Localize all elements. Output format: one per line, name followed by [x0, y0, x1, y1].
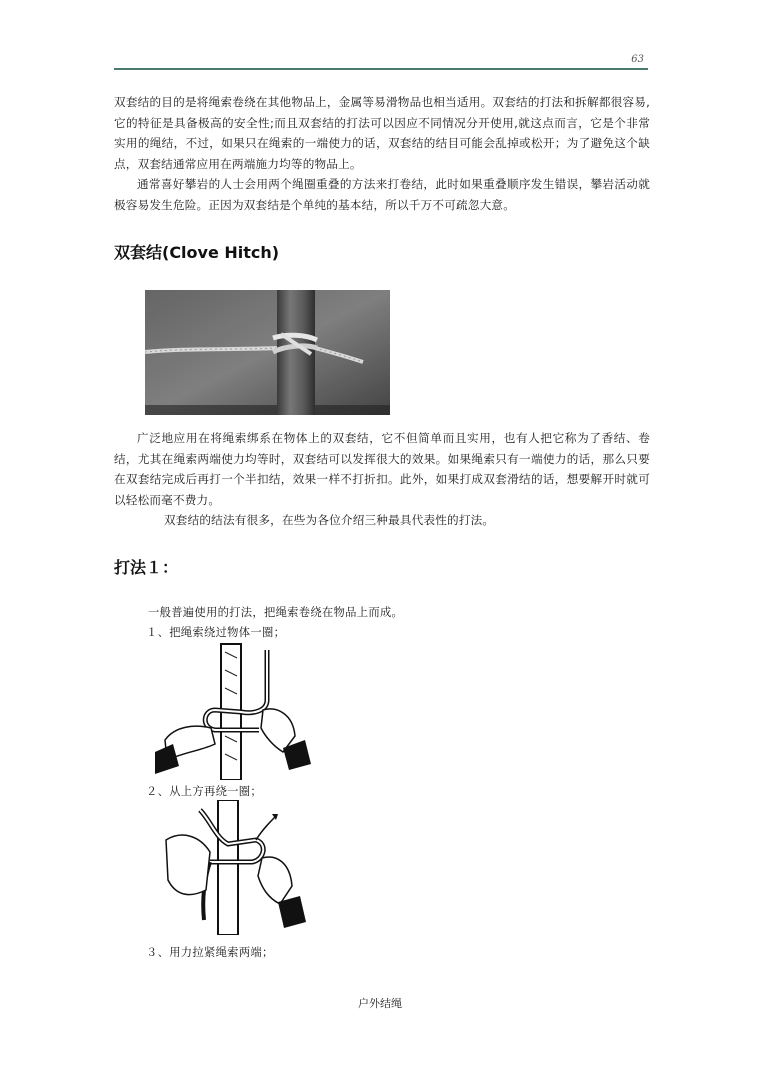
description-paragraph-1: 广泛地应用在将绳索绑系在物体上的双套结，它不但简单而且实用，也有人把它称为了香结、卷结，尤其在绳索两端使力均等时，双套结可以发挥很大的效果。如果绳索只有一端使力的话，那么只要在双套结完成后再打一个半扣结，效果一样不打折扣。此外，如果打成双套滑结的话，想要解开时就可以轻松而毫不费力。 [114, 431, 650, 507]
intro-paragraph-1: 双套结的目的是将绳索卷绕在其他物品上，金属等易滑物品也相当适用。双套结的打法和拆解都很容易,它的特征是具备极高的安全性;而且双套结的打法可以因应不同情况分开使用,就这点而言，它是个非常实用的绳结，不过，如果只在绳索的一端使力的话，双套结的结目可能会乱掉或松开；为了避免这个缺点，双套结通常应用在两端施力均等的物品上。 [114, 95, 650, 171]
method1-step-3: ３、用力拉紧绳索两端； [146, 946, 274, 959]
description-paragraph-2: 双套结的结法有很多，在些为各位介绍三种最具代表性的打法。 [164, 513, 495, 527]
page-number: 63 [631, 54, 644, 65]
method1-intro: 一般普遍使用的打法，把绳索卷绕在物品上而成。 [148, 606, 404, 619]
step-2-illustration [160, 800, 310, 935]
intro-paragraph-2: 通常喜好攀岩的人士会用两个绳圈重叠的方法来打卷结，此时如果重叠顺序发生错误，攀岩活动就极容易发生危险。正因为双套结是个单纯的基本结，所以千万不可疏忽大意。 [114, 177, 650, 212]
header-rule [114, 68, 648, 70]
footer-text: 户外结绳 [358, 997, 402, 1010]
method1-step-2: ２、从上方再绕一圈； [146, 785, 262, 798]
description-text [114, 428, 650, 531]
clove-hitch-photo [145, 290, 390, 415]
step-1-illustration [155, 640, 315, 780]
method1-title: 打法１： [114, 558, 179, 577]
section-title: 双套结(Clove Hitch) [114, 243, 280, 262]
intro-text [114, 92, 650, 215]
method1-step-1: １、把绳索绕过物体一圈； [146, 626, 286, 639]
